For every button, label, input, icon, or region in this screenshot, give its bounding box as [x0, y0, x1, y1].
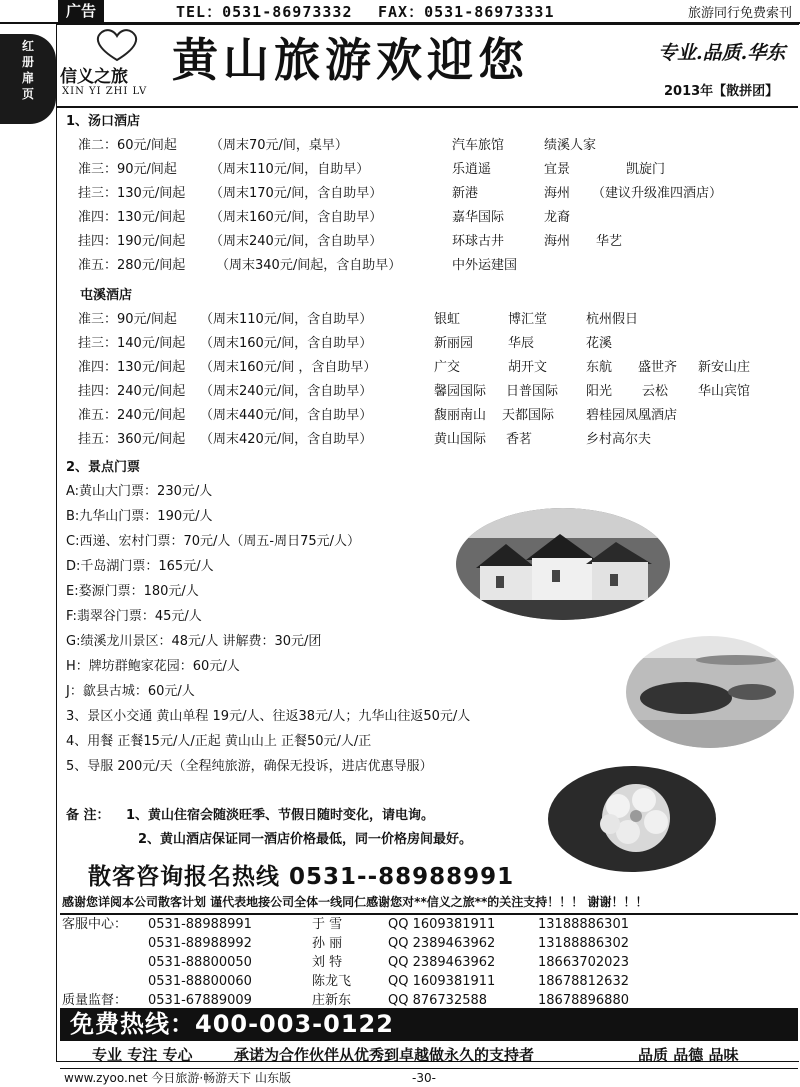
contact-name: 庄新东	[312, 993, 352, 1008]
hotel-grade: 挂三：140元/间起	[78, 336, 186, 351]
hotel-row	[62, 428, 792, 452]
hotel-name: 银虹	[434, 312, 461, 327]
contact-qq: QQ 2389463962	[388, 936, 496, 951]
hotel-name: 阳光	[586, 384, 613, 399]
hotel-grade: 挂四：240元/间起	[78, 384, 186, 399]
hotel-name: 龙裔	[544, 210, 571, 225]
top-bar	[0, 0, 800, 24]
hotel-name: 环球古井	[452, 234, 505, 249]
hotel-name: 中外运建国	[452, 258, 518, 273]
motto-middle: 承诺为合作伙伴从优秀到卓越做永久的支持者	[234, 1046, 535, 1064]
hotel-row	[62, 332, 792, 356]
hotel-grade: 准二：60元/间起	[78, 138, 177, 153]
hotel-name: 华辰	[508, 336, 535, 351]
flower-photo	[548, 766, 716, 872]
hotel-name: 东航	[586, 360, 613, 375]
ticket-item: 5、导服 200元/天（全程纯旅游，确保无投诉，进店优惠导服）	[66, 759, 433, 774]
page-number: -30-	[412, 1071, 436, 1085]
village-illustration	[456, 508, 670, 620]
logo	[60, 28, 168, 104]
hotel-row	[62, 206, 792, 230]
hotel-name: 香茗	[506, 432, 533, 447]
weekend-price: （周末340元/间起，含自助早）	[216, 258, 402, 273]
thanks-message: 感谢您详阅本公司散客计划 谨代表地接公司全体一线同仁感谢您对**信义之旅**的关注支持！！！ 谢谢！！！	[62, 895, 648, 909]
hotel-name: 新安山庄	[698, 360, 751, 375]
contact-phone: 0531-67889009	[148, 993, 252, 1008]
ad-tag: 广告	[58, 0, 104, 22]
contact-mobile: 18678812632	[538, 974, 629, 989]
side-tab-char: 扉	[21, 71, 34, 85]
hotel-row	[62, 404, 792, 428]
ticket-item: C:西递、宏村门票：70元/人（周五-周日75元/人）	[66, 534, 360, 549]
hotel-name: 盛世齐	[638, 360, 678, 375]
logo-text: 信义之旅	[60, 67, 128, 87]
hotel-name: 海州	[544, 186, 571, 201]
footer-site: www.zyoo.net 今日旅游·畅游天下 山东版	[64, 1071, 291, 1085]
hotel-name: 乐逍遥	[452, 162, 492, 177]
hotel-name: 华艺	[596, 234, 623, 249]
notes-label: 备 注：	[66, 808, 110, 823]
note-item: 2、黄山酒店保证同一酒店价格最低，同一价格房间最好。	[138, 832, 473, 847]
free-hotline: 免费热线：400-003-0122	[60, 1008, 798, 1040]
hotel-grade: 挂五：360元/间起	[78, 432, 186, 447]
hotel-name: 黄山国际	[434, 432, 487, 447]
ticket-item: G:绩溪龙川景区：48元/人 讲解费：30元/团	[66, 634, 322, 649]
weekend-price: （周末160元/间，含自助早）	[210, 210, 383, 225]
weekend-price: （周末440元/间，含自助早）	[200, 408, 373, 423]
motto-left: 专业 专注 专心	[92, 1046, 193, 1064]
quality-label: 质量监督：	[62, 993, 128, 1008]
contact-phone: 0531-88988991	[148, 917, 252, 932]
hotel-row	[62, 134, 792, 158]
ticket-item: A:黄山大门票：230元/人	[66, 484, 213, 499]
hotel-name: 天都国际	[502, 408, 555, 423]
slogan: 专业.品质.华东	[658, 42, 786, 64]
contact-phone: 0531-88800050	[148, 955, 252, 970]
motto-bar	[60, 1040, 798, 1069]
hotel-name: 杭州假日	[586, 312, 639, 327]
hotel-name: 宜景	[544, 162, 571, 177]
contact-name: 刘 特	[312, 955, 343, 970]
motto-right: 品质 品德 品味	[638, 1046, 739, 1064]
service-label: 客服中心：	[62, 917, 128, 932]
service-center	[60, 913, 798, 1015]
flower-illustration	[548, 766, 716, 872]
weekend-price: （周末420元/间，含自助早）	[200, 432, 373, 447]
ticket-item: 4、用餐 正餐15元/人/正起 黄山山上 正餐50元/人/正	[66, 734, 372, 749]
weekend-price: （周末240元/间，含自助早）	[210, 234, 383, 249]
hotel-name: 嘉华国际	[452, 210, 505, 225]
hotel-grade: 准三：90元/间起	[78, 312, 177, 327]
contact-mobile: 13188886301	[538, 917, 629, 932]
contact-phone: 0531-88800060	[148, 974, 252, 989]
hotel-grade: 准四：130元/间起	[78, 210, 186, 225]
telephone: TEL：0531-86973332	[176, 3, 353, 21]
side-tab	[0, 34, 56, 124]
hotel-grade: 准四：130元/间起	[78, 360, 186, 375]
ticket-item: 3、景区小交通 黄山单程 19元/人、往返38元/人；九华山往返50元/人	[66, 709, 471, 724]
hotel-name: 馥丽南山	[434, 408, 487, 423]
hotel-note: （建议升级准四酒店）	[592, 186, 723, 201]
hotel-grade: 挂三：130元/间起	[78, 186, 186, 201]
section-title: 屯溪酒店	[80, 288, 133, 303]
section-title: 2、景点门票	[66, 460, 141, 475]
ticket-item: B:九华山门票：190元/人	[66, 509, 213, 524]
side-tab-char: 册	[21, 55, 34, 69]
hotel-name: 绩溪人家	[544, 138, 597, 153]
hotel-row	[62, 182, 792, 206]
index-note: 旅游同行免费索刊	[687, 6, 792, 21]
weekend-price: （周末110元/间，自助早）	[210, 162, 370, 177]
hotel-grade: 准五：240元/间起	[78, 408, 186, 423]
hotel-grade: 准三：90元/间起	[78, 162, 177, 177]
hotel-name: 日普国际	[506, 384, 559, 399]
village-photo	[456, 508, 670, 620]
hotel-name: 乡村高尔夫	[586, 432, 652, 447]
hotel-row	[62, 254, 792, 278]
hotel-name: 海州	[544, 234, 571, 249]
hotel-row	[62, 230, 792, 254]
ticket-item: F:翡翠谷门票：45元/人	[66, 609, 202, 624]
contact-mobile: 13188886302	[538, 936, 629, 951]
hotel-row	[62, 380, 792, 404]
hotel-name: 馨园国际	[434, 384, 487, 399]
contact-mobile: 18663702023	[538, 955, 629, 970]
ticket-item: H：牌坊群鲍家花园：60元/人	[66, 659, 240, 674]
lake-illustration	[626, 636, 794, 748]
weekend-price: （周末110元/间，含自助早）	[200, 312, 373, 327]
contact-name: 于 雪	[312, 917, 343, 932]
hotel-name: 碧桂园凤凰酒店	[586, 408, 678, 423]
weekend-price: （周末160元/间 ，含自助早）	[200, 360, 377, 375]
side-tab-char: 页	[21, 87, 34, 101]
divider	[56, 106, 798, 108]
weekend-price: （周末70元/间，桌早）	[210, 138, 348, 153]
hotel-name: 胡开文	[508, 360, 548, 375]
section-title: 1、汤口酒店	[66, 114, 141, 129]
hotel-name: 广交	[434, 360, 461, 375]
fax: FAX：0531-86973331	[378, 3, 555, 21]
contact-qq: QQ 1609381911	[388, 974, 496, 989]
ticket-item: D:千岛湖门票：165元/人	[66, 559, 214, 574]
hotel-grade: 准五：280元/间起	[78, 258, 186, 273]
hotel-name: 云松	[642, 384, 669, 399]
hotel-name: 博汇堂	[508, 312, 548, 327]
note-item: 1、黄山住宿会随淡旺季、节假日随时变化，请电询。	[126, 808, 435, 823]
lake-photo	[626, 636, 794, 748]
heart-icon	[92, 28, 142, 62]
contact-mobile: 18678896880	[538, 993, 629, 1008]
hotel-name: 新丽园	[434, 336, 474, 351]
year-tag: 2013年【散拼团】	[664, 84, 779, 99]
weekend-price: （周末160元/间，含自助早）	[200, 336, 373, 351]
hotel-name: 新港	[452, 186, 479, 201]
contact-qq: QQ 876732588	[388, 993, 488, 1008]
footer	[60, 1068, 798, 1087]
hotel-name: 汽车旅馆	[452, 138, 505, 153]
hotel-row	[62, 356, 792, 380]
contact-phone: 0531-88988992	[148, 936, 252, 951]
hotel-row	[62, 158, 792, 182]
ticket-item: E:婺源门票：180元/人	[66, 584, 199, 599]
side-tab-char: 红	[21, 39, 34, 53]
hotel-name: 凯旋门	[626, 162, 666, 177]
weekend-price: （周末170元/间，含自助早）	[210, 186, 383, 201]
contact-name: 陈龙飞	[312, 974, 352, 989]
contact-qq: QQ 1609381911	[388, 917, 496, 932]
consult-hotline: 散客咨询报名热线 0531--88988991	[88, 864, 515, 890]
logo-pinyin: XIN YI ZHI LV	[62, 86, 148, 97]
hotel-grade: 挂四：190元/间起	[78, 234, 186, 249]
contact-name: 孙 丽	[312, 936, 343, 951]
page-title: 黄山旅游欢迎您	[172, 33, 529, 87]
contact-qq: QQ 2389463962	[388, 955, 496, 970]
weekend-price: （周末240元/间，含自助早）	[200, 384, 373, 399]
hotel-name: 花溪	[586, 336, 613, 351]
hotel-row	[62, 308, 792, 332]
hotel-name: 华山宾馆	[698, 384, 751, 399]
ticket-item: J：歙县古城：60元/人	[66, 684, 195, 699]
